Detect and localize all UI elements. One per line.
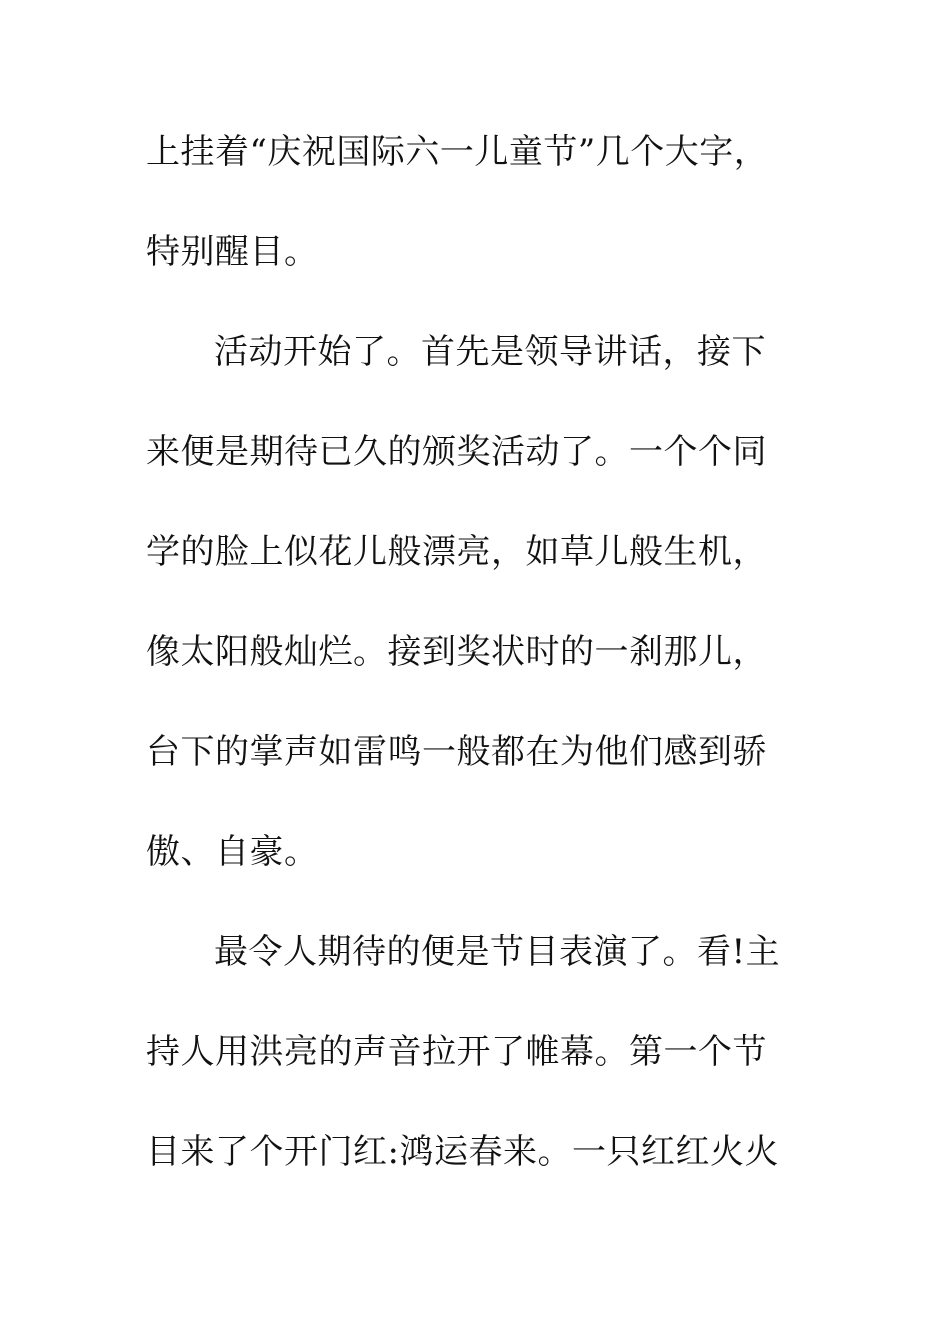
text-line: 特别醒目。 [146,232,319,272]
text-line: 台下的掌声如雷鸣一般都在为他们感到骄 [146,732,767,772]
paragraph-start-line: 最令人期待的便是节目表演了。看!主 [214,932,781,972]
text-line: 目来了个开门红:鸿运春来。一只红红火火 [146,1132,779,1172]
text-line: 像太阳般灿烂。接到奖状时的一刹那儿， [146,632,767,672]
text-line: 上挂着“庆祝国际六一儿童节”几个大字， [146,132,769,172]
text-line: 来便是期待已久的颁奖活动了。一个个同 [146,432,767,472]
text-line: 学的脸上似花儿般漂亮，如草儿般生机， [146,532,767,572]
text-line: 持人用洪亮的声音拉开了帷幕。第一个节 [146,1032,767,1072]
text-line: 傲、自豪。 [146,832,319,872]
paragraph-start-line: 活动开始了。首先是领导讲话，接下 [214,332,766,372]
